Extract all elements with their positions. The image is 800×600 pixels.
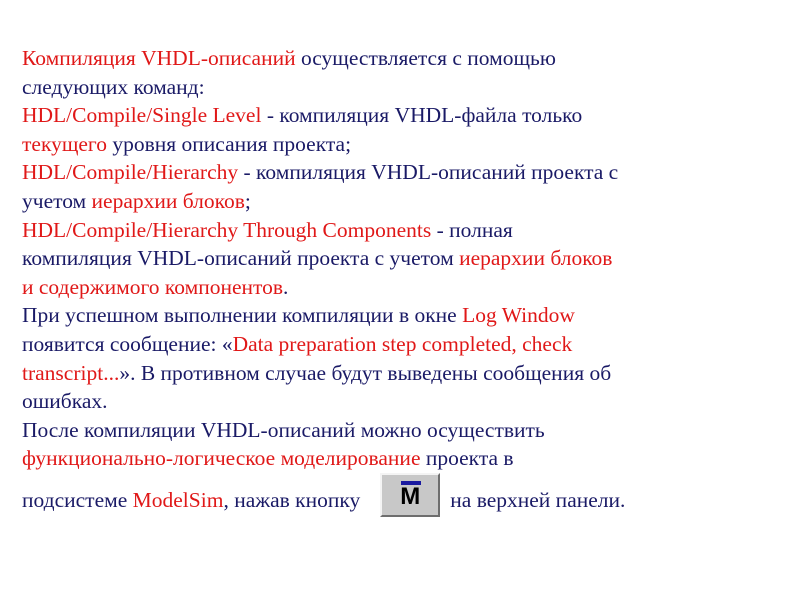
text-span-highlight: иерархии блоков bbox=[459, 246, 613, 271]
text-line bbox=[22, 187, 792, 216]
text-span: следующих команд: bbox=[22, 74, 205, 99]
modelsim-icon: M bbox=[400, 482, 421, 510]
text-span: учетом bbox=[22, 188, 92, 213]
text-span-highlight: ModelSim bbox=[132, 487, 224, 512]
text-span: подсистеме bbox=[22, 487, 133, 512]
text-line bbox=[22, 387, 792, 416]
text-span: проекта в bbox=[420, 446, 514, 471]
text-span-highlight: иерархии блоков bbox=[91, 188, 245, 213]
text-span: ошибках. bbox=[22, 389, 108, 414]
text-span-highlight: текущего bbox=[22, 131, 107, 156]
text-span-highlight: transcript... bbox=[22, 360, 120, 385]
text-line bbox=[22, 158, 792, 187]
text-span-highlight: HDL/Compile/Hierarchy bbox=[22, 160, 239, 185]
text-span-highlight: Компиляция VHDL-описаний bbox=[22, 46, 296, 70]
text-line bbox=[22, 44, 792, 73]
text-line bbox=[22, 73, 792, 102]
text-span-highlight: HDL/Compile/Single Level bbox=[22, 103, 262, 128]
text-span: ». В противном случае будут выведены сообщения об bbox=[119, 360, 612, 385]
text-span-highlight: Data preparation step completed, check bbox=[232, 331, 573, 356]
text-line bbox=[22, 244, 792, 273]
text-line-last bbox=[22, 473, 792, 517]
text-line bbox=[22, 444, 792, 473]
text-span: . bbox=[283, 274, 289, 299]
text-line bbox=[22, 216, 792, 245]
text-span-highlight: и содержимого компонентов bbox=[22, 274, 284, 299]
text-line bbox=[22, 330, 792, 359]
text-line bbox=[22, 301, 792, 330]
slide-body-text bbox=[22, 44, 792, 517]
text-span-highlight: Log Window bbox=[462, 303, 575, 328]
text-span: компиляция VHDL-описаний проекта с учетом bbox=[22, 246, 460, 271]
text-span-highlight: функционально-логическое моделирование bbox=[22, 446, 421, 471]
text-span: При успешном выполнении компиляции в окне bbox=[22, 303, 463, 328]
text-line bbox=[22, 416, 792, 445]
text-line bbox=[22, 273, 792, 302]
text-span: появится сообщение: « bbox=[22, 331, 233, 356]
text-span: После компиляции VHDL-описаний можно осуществить bbox=[22, 417, 545, 442]
modelsim-button[interactable] bbox=[380, 473, 440, 517]
text-span: на верхней панели. bbox=[450, 487, 626, 512]
text-span: - полная bbox=[431, 217, 513, 242]
text-span: - компиляция VHDL-описаний проекта с bbox=[238, 160, 619, 185]
text-span: , нажав кнопку bbox=[223, 487, 361, 512]
text-span: уровня описания проекта; bbox=[106, 131, 352, 156]
text-line bbox=[22, 359, 792, 388]
text-span: - компиляция VHDL-файла только bbox=[261, 103, 583, 128]
text-lines bbox=[22, 44, 792, 473]
text-line bbox=[22, 130, 792, 159]
text-span: ; bbox=[244, 188, 251, 213]
text-line bbox=[22, 101, 792, 130]
text-span-highlight: HDL/Compile/Hierarchy Through Components bbox=[22, 217, 432, 242]
text-span: осуществляется с помощью bbox=[295, 46, 556, 70]
